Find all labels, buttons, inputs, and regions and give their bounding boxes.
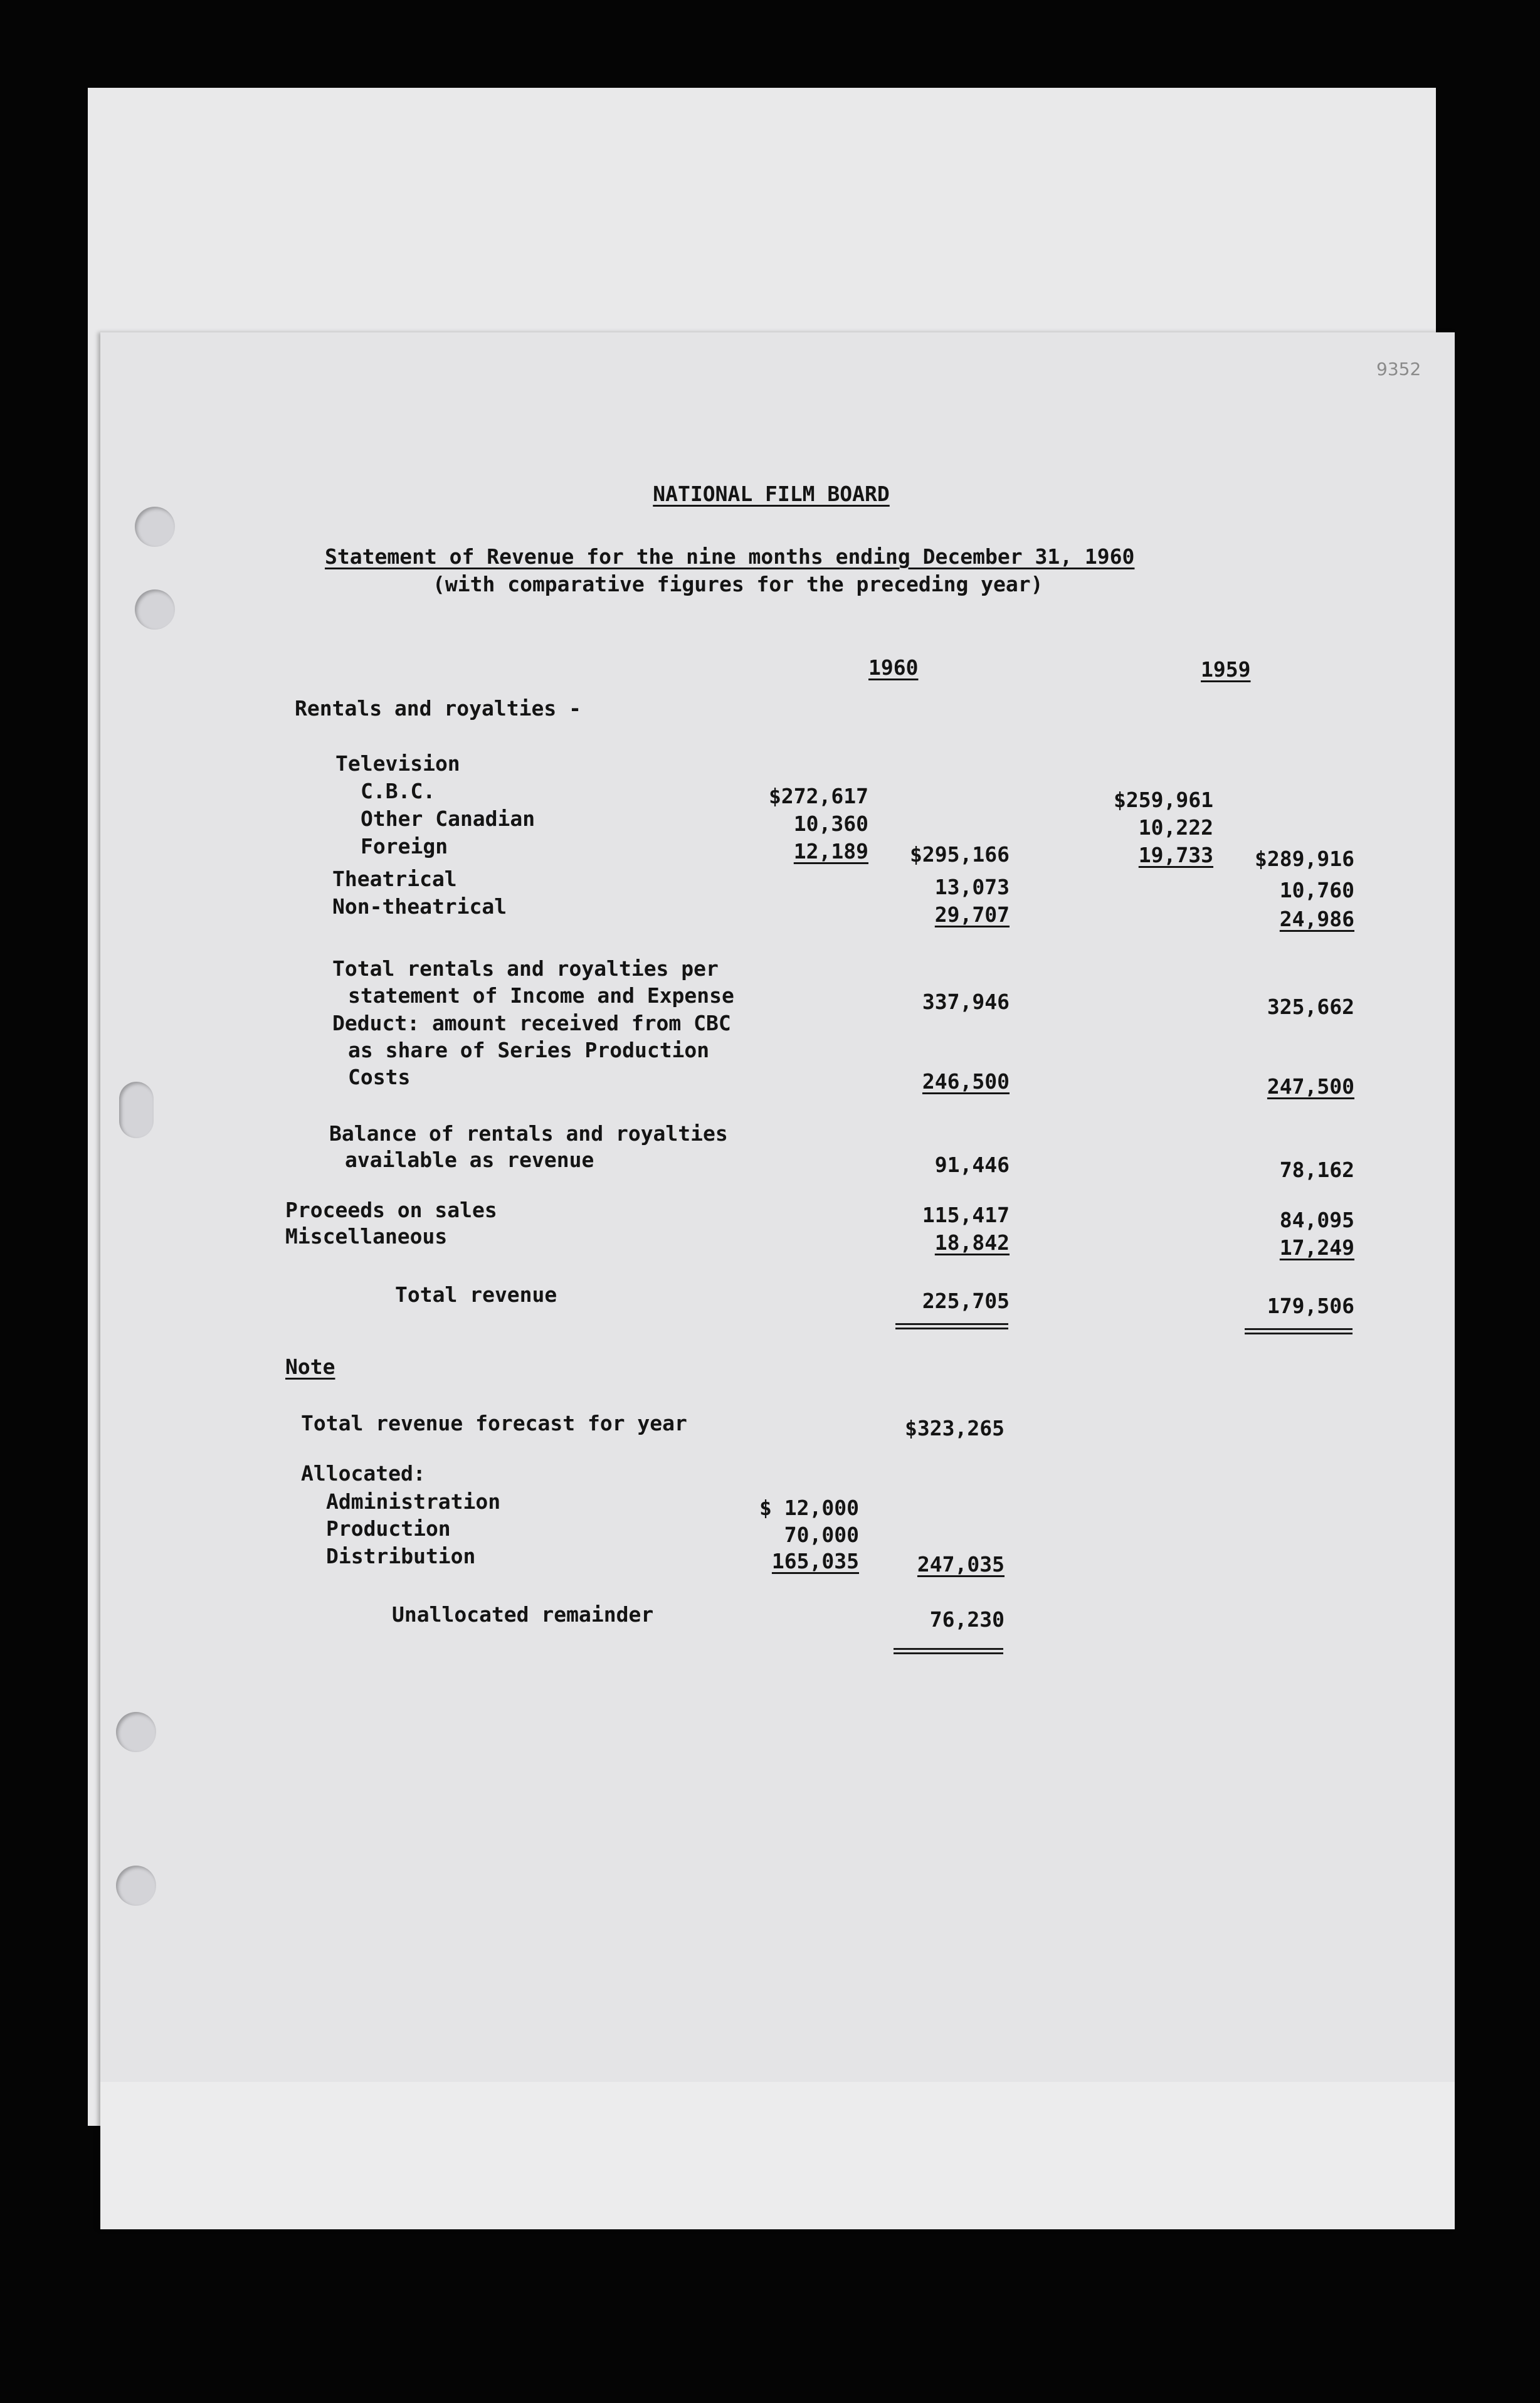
allocated-total: 247,035	[917, 1552, 1005, 1576]
unallocated-label: Unallocated remainder	[392, 1602, 654, 1627]
proceeds-label: Proceeds on sales	[285, 1198, 497, 1222]
distribution-label: Distribution	[326, 1544, 476, 1568]
total-revenue-label: Total revenue	[395, 1282, 557, 1307]
foreign-label: Foreign	[361, 834, 448, 858]
column-header-1959: 1959	[1201, 657, 1251, 682]
misc-1959: 17,249	[1279, 1235, 1354, 1260]
television-total-1960: $295,166	[910, 842, 1010, 867]
balance-label-cont: available as revenue	[345, 1148, 594, 1172]
column-header-1960: 1960	[868, 655, 919, 680]
punch-hole	[135, 507, 175, 547]
non-theatrical-1960: 29,707	[934, 902, 1010, 927]
balance-label: Balance of rentals and royalties	[329, 1121, 728, 1146]
page-bottom-edge	[100, 2082, 1455, 2229]
proceeds-1960: 115,417	[922, 1203, 1010, 1227]
foreign-1960: 12,189	[793, 839, 868, 863]
double-rule	[894, 1648, 1003, 1654]
other-canadian-label: Other Canadian	[361, 806, 535, 831]
corner-mark: 9352	[1376, 359, 1421, 379]
production-value: 70,000	[784, 1523, 859, 1547]
other-canadian-1960: 10,360	[793, 811, 868, 836]
note-heading: Note	[285, 1355, 335, 1379]
administration-value: $ 12,000	[759, 1496, 859, 1520]
television-total-1959: $289,916	[1255, 847, 1354, 871]
document-page	[100, 332, 1455, 2229]
deduct-1959: 247,500	[1267, 1074, 1354, 1099]
theatrical-1960: 13,073	[934, 875, 1010, 899]
non-theatrical-1959: 24,986	[1279, 907, 1354, 931]
administration-label: Administration	[326, 1489, 501, 1514]
cbc-1959: $259,961	[1114, 788, 1213, 812]
total-rentals-label-cont: statement of Income and Expense	[348, 983, 734, 1008]
cbc-1960: $272,617	[769, 784, 868, 808]
theatrical-label: Theatrical	[332, 867, 457, 891]
foreign-1959: 19,733	[1138, 843, 1213, 867]
cbc-label: C.B.C.	[361, 779, 436, 803]
proceeds-1959: 84,095	[1279, 1208, 1354, 1232]
total-rentals-1960: 337,946	[922, 990, 1010, 1014]
double-rule	[1245, 1328, 1353, 1334]
total-revenue-1959: 179,506	[1267, 1294, 1354, 1318]
rentals-heading: Rentals and royalties -	[295, 696, 581, 721]
distribution-value: 165,035	[771, 1549, 859, 1573]
total-rentals-label: Total rentals and royalties per	[332, 956, 719, 981]
org-title: NATIONAL FILM BOARD	[653, 482, 890, 506]
deduct-label: Deduct: amount received from CBC	[332, 1011, 731, 1035]
total-revenue-1960: 225,705	[922, 1289, 1010, 1313]
punch-hole	[135, 589, 175, 630]
allocated-heading: Allocated:	[301, 1461, 426, 1486]
misc-label: Miscellaneous	[285, 1224, 448, 1249]
deduct-label-costs: Costs	[348, 1065, 411, 1089]
non-theatrical-label: Non-theatrical	[332, 894, 507, 919]
unallocated-value: 76,230	[929, 1607, 1005, 1632]
production-label: Production	[326, 1516, 451, 1541]
punch-hole	[119, 1082, 154, 1138]
total-rentals-1959: 325,662	[1267, 995, 1354, 1019]
theatrical-1959: 10,760	[1279, 878, 1354, 902]
balance-1960: 91,446	[934, 1153, 1010, 1177]
forecast-value: $323,265	[905, 1416, 1005, 1440]
deduct-1960: 246,500	[922, 1069, 1010, 1094]
statement-subtitle: (with comparative figures for the preceding year)	[433, 572, 1043, 596]
punch-hole	[116, 1712, 156, 1752]
double-rule	[895, 1323, 1008, 1329]
forecast-label: Total revenue forecast for year	[301, 1411, 687, 1435]
balance-1959: 78,162	[1279, 1158, 1354, 1182]
statement-title: Statement of Revenue for the nine months ending December 31, 1960	[325, 544, 1135, 569]
deduct-label-cont: as share of Series Production	[348, 1038, 710, 1062]
misc-1960: 18,842	[934, 1230, 1010, 1255]
television-label: Television	[335, 751, 460, 776]
other-canadian-1959: 10,222	[1138, 815, 1213, 840]
punch-hole	[116, 1866, 156, 1906]
